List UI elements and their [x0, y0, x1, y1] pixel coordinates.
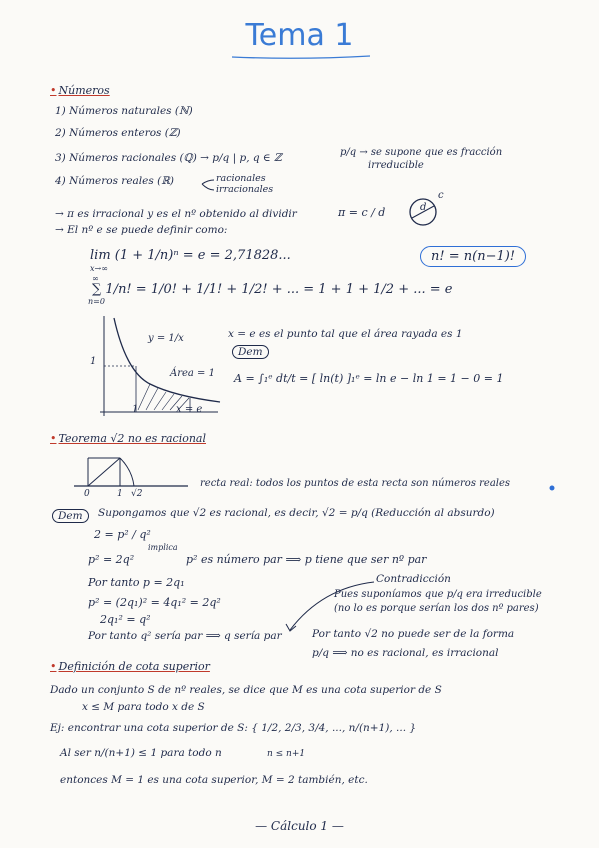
- series-sum: ∑ 1/n! = 1/0! + 1/1! + 1/2! + ... = 1 + 1 + 1/2 + ... = e: [92, 282, 453, 297]
- graph-y-tick: 1: [90, 356, 97, 367]
- proof-line-3b: p² es número par ⟹ p tiene que ser nº par: [186, 553, 427, 566]
- cota-example-2: Al ser n/(n+1) ≤ 1 para todo n: [60, 747, 222, 759]
- area-proof: A = ∫₁ᵉ dt/t = [ ln(t) ]₁ᵉ = ln e − ln 1 = 1 − 0 = 1: [234, 372, 504, 385]
- contradiction-arrows: [282, 568, 482, 648]
- item-naturales: 1) Números naturales (ℕ): [55, 105, 193, 117]
- section-cota-heading: • Definición de cota superior: [50, 660, 210, 673]
- proof-line-6: 2q₁² = q²: [100, 613, 151, 626]
- page-title: Tema 1: [245, 18, 354, 53]
- blue-ink-dot: [548, 484, 558, 494]
- title-underline: [0, 0, 599, 70]
- item-racionales: 3) Números racionales (ℚ) → p/q | p, q ∈ ℤ: [55, 152, 282, 164]
- area-explanation: x = e es el punto tal que el área rayada es 1: [228, 328, 463, 340]
- fraction-note-irreducible: irreducible: [368, 160, 424, 171]
- irreducible-note: Pues suponíamos que p/q era irreducible: [334, 589, 542, 600]
- circle-diagram: [404, 193, 454, 233]
- cota-example-3: entonces M = 1 es una cota superior, M = 2 también, etc.: [60, 774, 368, 786]
- graph-x-e: x = e: [176, 404, 203, 415]
- proof-conclusion-1: Por tanto √2 no puede ser de la forma: [312, 628, 515, 640]
- series-sup: ∞: [92, 274, 99, 283]
- tick-sqrt2: √2: [131, 489, 143, 499]
- section-teorema-heading: • Teorema √2 no es racional: [50, 432, 207, 445]
- tick-one: 1: [117, 489, 123, 499]
- proof-conclusion-2: p/q ⟹ no es racional, es irracional: [312, 647, 499, 659]
- cota-example-note: n ≤ n+1: [267, 749, 306, 759]
- graph-area-label: Área = 1: [170, 368, 215, 379]
- proof-line-7: Por tanto q² sería par ⟹ q sería par: [88, 630, 282, 642]
- cota-example-1: Ej: encontrar una cota superior de S: { 1/2, 2/3, 3/4, ..., n/(n+1), ... }: [50, 722, 417, 734]
- proof-line-4: Por tanto p = 2q₁: [88, 576, 185, 589]
- reales-irracionales: irracionales: [216, 184, 274, 195]
- limit-subscript: x→∞: [90, 264, 108, 273]
- cota-def-line-1: Dado un conjunto S de nº reales, se dice que M es una cota superior de S: [50, 684, 442, 696]
- limit-formula: lim (1 + 1/n)ⁿ = e = 2,71828...: [90, 248, 291, 263]
- graph-x-tick: 1: [132, 404, 139, 415]
- proof-line-2: 2 = p² / q²: [94, 528, 151, 541]
- cota-def-line-2: x ≤ M para todo x de S: [82, 701, 205, 713]
- section-numeros-heading: • Números: [50, 84, 110, 97]
- fraction-note: p/q → se supone que es fracción: [340, 147, 503, 158]
- item-enteros: 2) Números enteros (ℤ): [55, 127, 181, 139]
- item-reales: 4) Números reales (ℝ): [55, 175, 175, 187]
- page-footer: — Cálculo 1 —: [255, 819, 344, 833]
- contradiccion-label: Contradicción: [376, 573, 451, 585]
- proof-line-3a: p² = 2q²: [88, 553, 135, 566]
- proof-line-5: p² = (2q₁)² = 4q₁² = 2q²: [88, 596, 221, 609]
- graph-curve-label: y = 1/x: [148, 333, 184, 344]
- circle-d-label: d: [420, 202, 427, 213]
- implica-label: implica: [148, 543, 178, 552]
- pi-formula: π = c / d: [338, 206, 386, 219]
- series-sub: n=0: [88, 297, 105, 306]
- real-line-text: recta real: todos los puntos de esta recta son números reales: [200, 478, 511, 489]
- pi-line: → π es irracional y es el nº obtenido al dividir: [55, 208, 297, 220]
- factorial-note: n! = n(n−1)!: [420, 246, 526, 267]
- tick-zero: 0: [84, 489, 90, 499]
- pares-note: (no lo es porque serían los dos nº pares): [334, 603, 539, 614]
- dem-badge-area: Dem: [232, 345, 269, 359]
- dem-badge-sqrt2: Dem: [52, 509, 89, 523]
- circle-c-label: c: [438, 190, 444, 201]
- proof-line-1: Supongamos que √2 es racional, es decir, √2 = p/q (Reducción al absurdo): [98, 507, 495, 519]
- hyperbola-graph: [90, 312, 230, 422]
- reales-racionales: racionales: [216, 173, 266, 184]
- e-definition-line: → El nº e se puede definir como:: [55, 224, 228, 236]
